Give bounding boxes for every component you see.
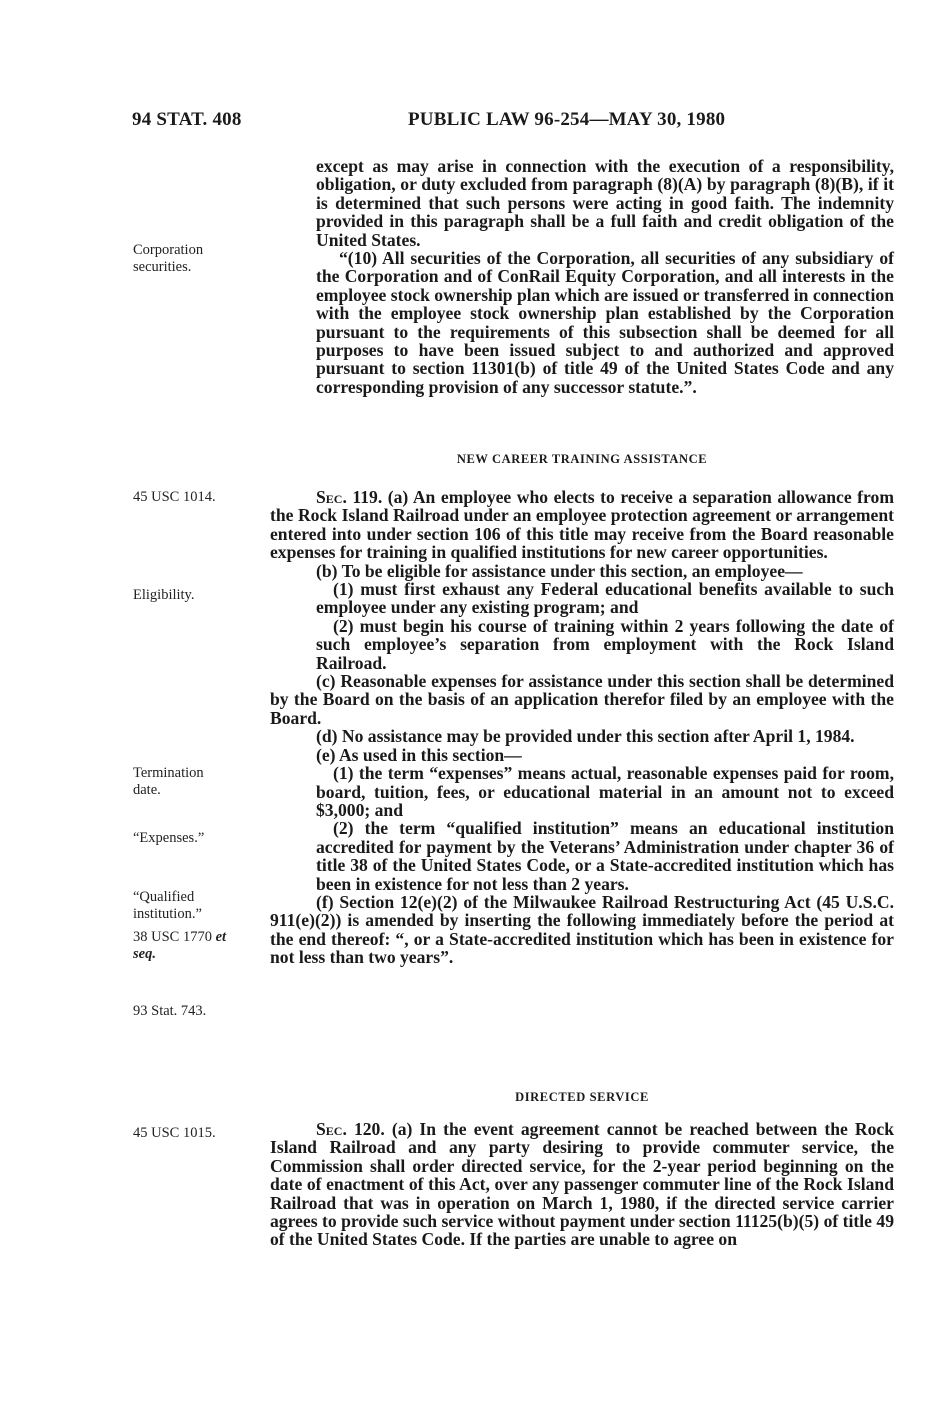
section-text: 119. (a) An employee who elects to receive a separation allowance from the Rock Island Railroad under an employee protection agreement or arrangement entered into under section 106 of this title may receive from the Board reasonable expenses for training in qualified institutions for new career opportunities. [270,487,894,563]
paragraph-10: “(10) All securities of the Corporation, all securities of any subsidiary of the Corporation and of ConRail Equity Corporation, and all interests in the employee stock ownership plan which are issued or transferred in connection with the employee stock ownership plan established by the Corporation pursuant to the requirements of this subsection shall be deemed for all purposes to have been issued subject to and authorized and approved pursuant to section 11301(b) of title 49 of the United States Code and any corresponding provision of any successor statute.”. [316,248,894,397]
heading-directed-service: DIRECTED SERVICE [515,1090,649,1104]
section-120-a [270,1120,894,1249]
section-119-a [270,488,894,562]
section-label: Sec. [316,487,347,507]
margin-note-termination-date [133,765,204,799]
margin-line: Corporation [133,242,204,258]
margin-line: securities. [133,259,192,275]
margin-note-usc-1015: 45 USC 1015. [133,1125,216,1141]
margin-line: Termination [133,765,204,781]
margin-note-qualified-institution [133,889,202,923]
heading-new-career-training: NEW CAREER TRAINING ASSISTANCE [456,452,708,466]
margin-line: et [215,929,227,945]
section-119-b1: (1) must first exhaust any Federal educational benefits available to such employee under any existing program; and [316,579,894,618]
margin-note-usc-1014: 45 USC 1014. [133,489,216,505]
paragraph-continuation: except as may arise in connection with the execution of a responsibility, obligation, or duty excluded from paragraph (8)(A) by paragraph (8)(B), if it is determined that such persons were acting in good faith. The indemnity provided in this paragraph shall be a full faith and credit obligation of the United States. [316,156,894,250]
margin-note-eligibility: Eligibility. [133,587,195,603]
margin-line: 38 USC 1770 [133,929,212,945]
margin-note-usc-1770 [133,929,226,963]
section-119-e1: (1) the term “expenses” means actual, reasonable expenses paid for room, board, tuition, fees, or educational material in an amount not to exceed $3,000; and [316,763,894,820]
margin-note-93-stat-743: 93 Stat. 743. [133,1003,207,1019]
running-header: PUBLIC LAW 96-254—MAY 30, 1980 [408,109,726,130]
margin-line: date. [133,782,161,798]
margin-note-corporation-securities [133,242,203,276]
body-block-3 [270,1120,894,1249]
section-119-e2: (2) the term “qualified institution” means an educational institution accredited for payment by the Veterans’ Administration under chapter 36 of title 38 of the United States Code, or a State-accredited institution which has been in existence for not less than 2 years. [316,818,894,894]
section-119-d: (d) No assistance may be provided under this section after April 1, 1984. [316,726,855,747]
section-text: 120. (a) In the event agreement cannot be reached between the Rock Island Railroad and any party desiring to provide commuter service, the Commission shall order directed service, for the 2-year period beginning on the date of enactment of this Act, over any passenger commuter line of the Rock Island Railroad that was in operation on March 1, 1980, if the directed service carrier agrees to provide such service without payment under section 11125(b)(5) of title 49 of the United States Code. If the parties are unable to agree on [270,1119,894,1250]
section-119-b: (b) To be eligible for assistance under this section, an employee— [316,560,803,581]
margin-line: seq. [133,946,156,962]
margin-line: “Qualified [133,889,195,905]
section-119-b2: (2) must begin his course of training within 2 years following the date of such employee’s separation from employment with the Rock Island Railroad. [316,615,894,673]
section-119-e: (e) As used in this section— [316,744,522,765]
margin-note-expenses: “Expenses.” [133,830,205,846]
page-citation: 94 STAT. 408 [132,109,242,130]
margin-line: institution.” [133,906,202,922]
section-119-f: (f) Section 12(e)(2) of the Milwaukee Railroad Restructuring Act (45 U.S.C. 911(e)(2)) is amended by inserting the following immediately before the period at the end thereof: “, or a State-accredited institution which has been in existence for not less than two years”. [270,891,894,968]
section-label: Sec. [316,1119,347,1139]
body-block-1 [270,157,894,396]
section-119-c: (c) Reasonable expenses for assistance under this section shall be determined by the Board on the basis of an application therefor filed by an employee with the Board. [270,671,894,728]
body-block-2 [270,488,894,967]
